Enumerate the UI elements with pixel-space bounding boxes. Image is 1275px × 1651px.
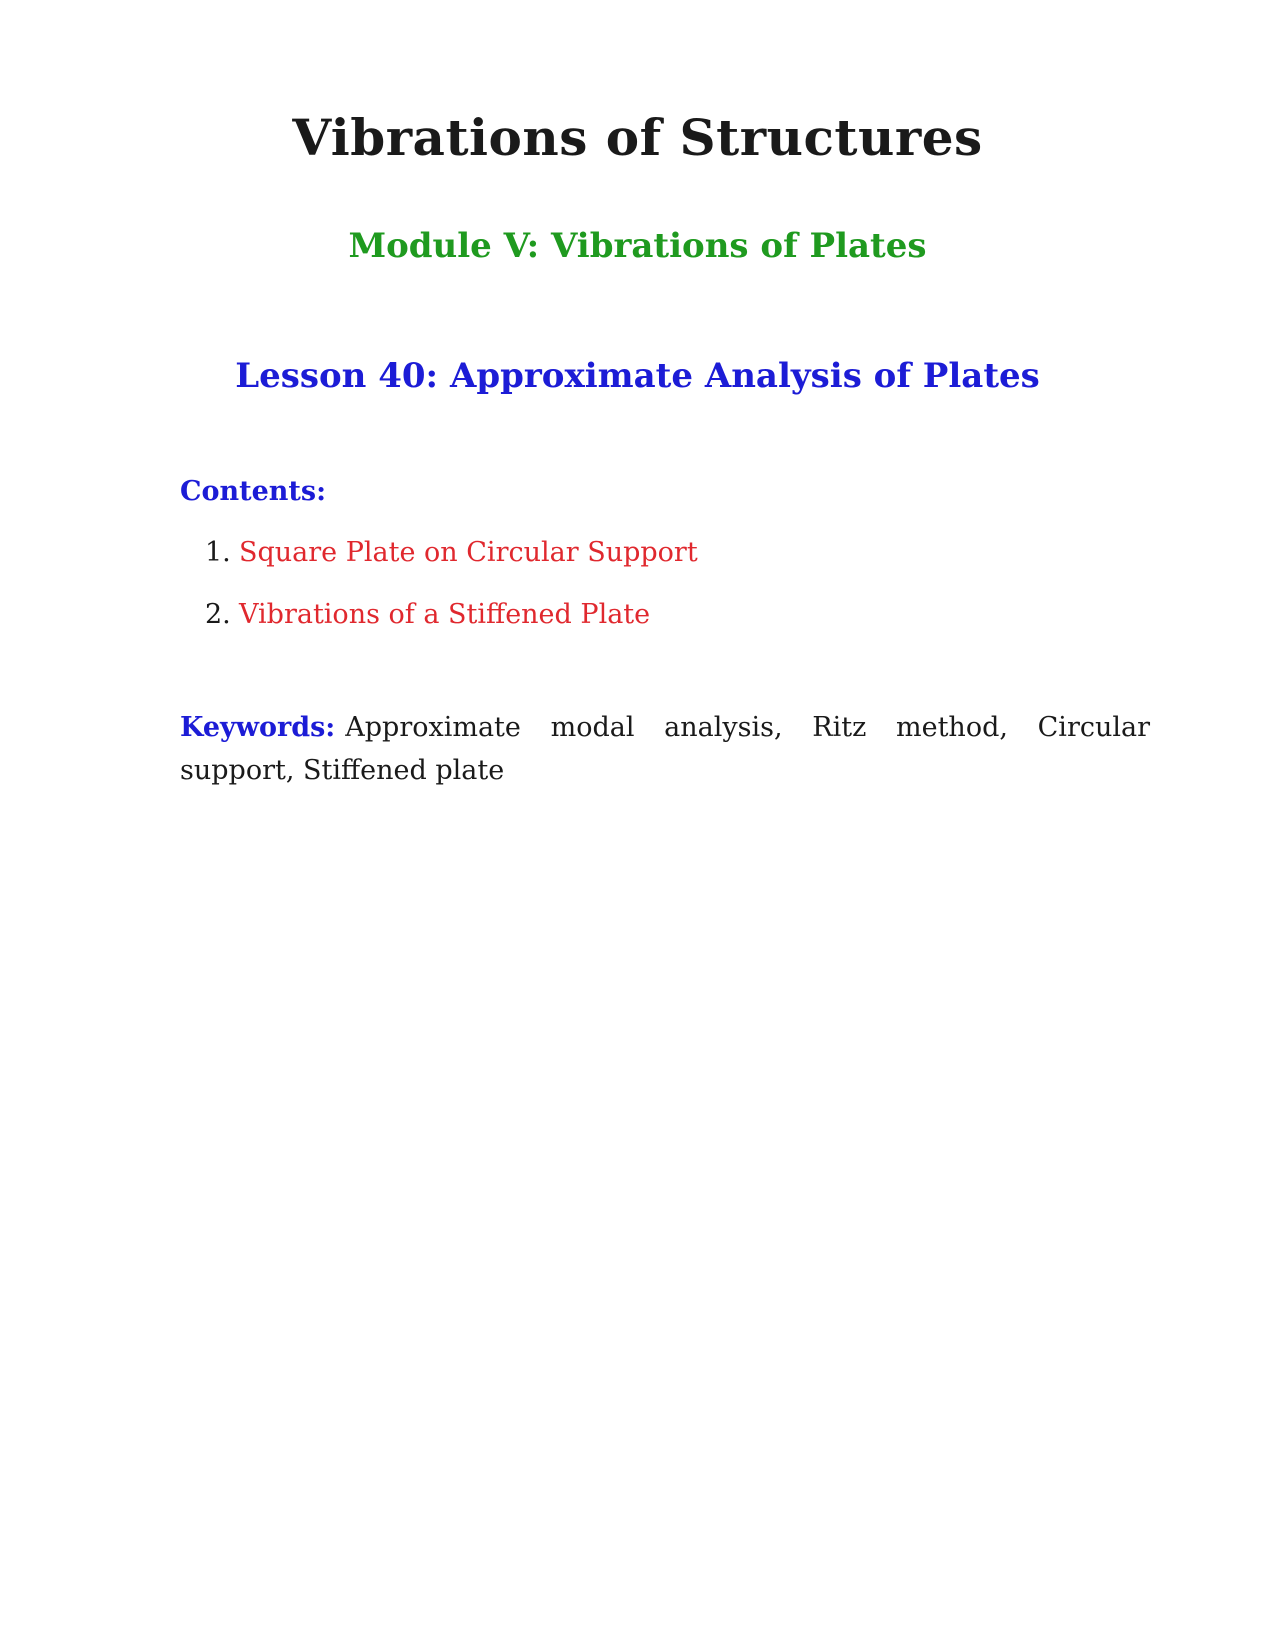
module-subtitle: Module V: Vibrations of Plates: [348, 226, 927, 266]
contents-item-number: 2.: [205, 599, 231, 630]
keywords-text: Approximate modal analysis, Ritz method, Circular support, Stiffened plate: [180, 712, 1150, 786]
page-title: Vibrations of Structures: [292, 108, 983, 167]
keywords-paragraph: [180, 706, 1150, 792]
lesson-title: Lesson 40: Approximate Analysis of Plates: [235, 356, 1040, 396]
contents-heading: Contents:: [180, 476, 327, 507]
contents-item-number: 1.: [205, 537, 231, 568]
contents-link-stiffened-plate[interactable]: Vibrations of a Stiffened Plate: [239, 599, 651, 630]
contents-list: [205, 536, 698, 660]
contents-link-square-plate[interactable]: Square Plate on Circular Support: [239, 537, 698, 568]
keywords-label: Keywords:: [180, 712, 336, 743]
contents-item-1: [205, 536, 698, 598]
contents-item-2: [205, 598, 698, 660]
